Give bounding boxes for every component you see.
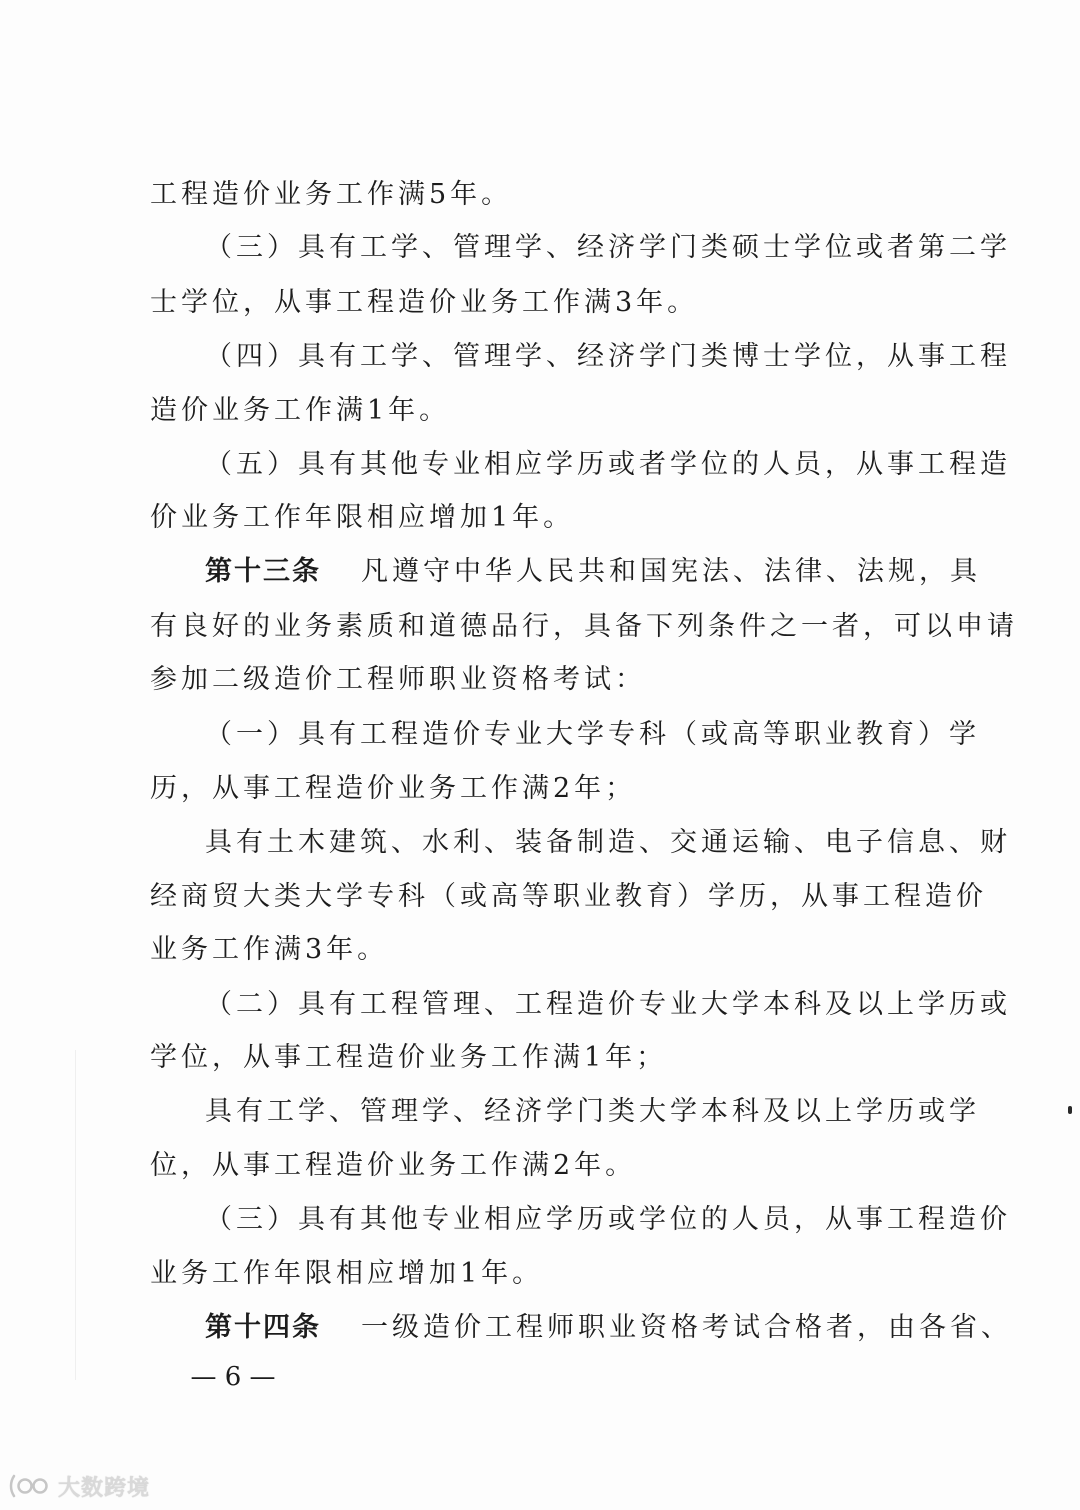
text-line: 工程造价业务工作满5年。 [150, 179, 513, 210]
article-13-first-line [205, 552, 981, 592]
text-line: （三）具有工学、管理学、经济学门类硕士学位或者第二学 [205, 232, 1011, 263]
text-line: （一）具有工程造价专业大学专科（或高等职业教育）学 [205, 719, 980, 750]
text-line: 经商贸大类大学专科（或高等职业教育）学历，从事工程造价 [150, 881, 987, 912]
text-line: 价业务工作年限相应增加1年。 [150, 502, 575, 533]
text-line: 参加二级造价工程师职业资格考试： [150, 664, 646, 695]
watermark [8, 1470, 150, 1502]
watermark-text: 大数跨境 [58, 1475, 151, 1501]
page-number: — 6 — [190, 1362, 276, 1392]
margin-mark [1068, 1106, 1072, 1114]
article-14-label: 第十四条 [205, 1312, 321, 1343]
article-13-label: 第十三条 [205, 556, 321, 587]
text-line: 历，从事工程造价业务工作满2年； [150, 773, 637, 804]
text-line: 业务工作年限相应增加1年。 [150, 1258, 544, 1289]
text-line: 有良好的业务素质和道德品行，具备下列条件之一者，可以申请 [150, 611, 1018, 642]
scan-edge-line [75, 1050, 76, 1380]
text-line: （三）具有其他专业相应学历或学位的人员，从事工程造价 [205, 1204, 1011, 1235]
text-line: （五）具有其他专业相应学历或者学位的人员，从事工程造 [205, 449, 1011, 480]
text-line: （二）具有工程管理、工程造价专业大学本科及以上学历或 [205, 989, 1011, 1020]
article-14-first-line [205, 1308, 1012, 1348]
text-line: 具有土木建筑、水利、装备制造、交通运输、电子信息、财 [205, 827, 1011, 858]
text-line: （四）具有工学、管理学、经济学门类博士学位，从事工程 [205, 341, 1011, 372]
watermark-logo-icon [8, 1472, 52, 1500]
text-line: 学位，从事工程造价业务工作满1年； [150, 1042, 668, 1073]
text-line: 一级造价工程师职业资格考试合格者，由各省、 [361, 1312, 1012, 1343]
text-line: 位，从事工程造价业务工作满2年。 [150, 1150, 637, 1181]
text-line: 士学位，从事工程造价业务工作满3年。 [150, 287, 699, 318]
text-line: 具有工学、管理学、经济学门类大学本科及以上学历或学 [205, 1096, 980, 1127]
text-line: 业务工作满3年。 [150, 934, 389, 965]
text-line: 凡遵守中华人民共和国宪法、法律、法规，具 [361, 556, 981, 587]
text-line: 造价业务工作满1年。 [150, 395, 451, 426]
